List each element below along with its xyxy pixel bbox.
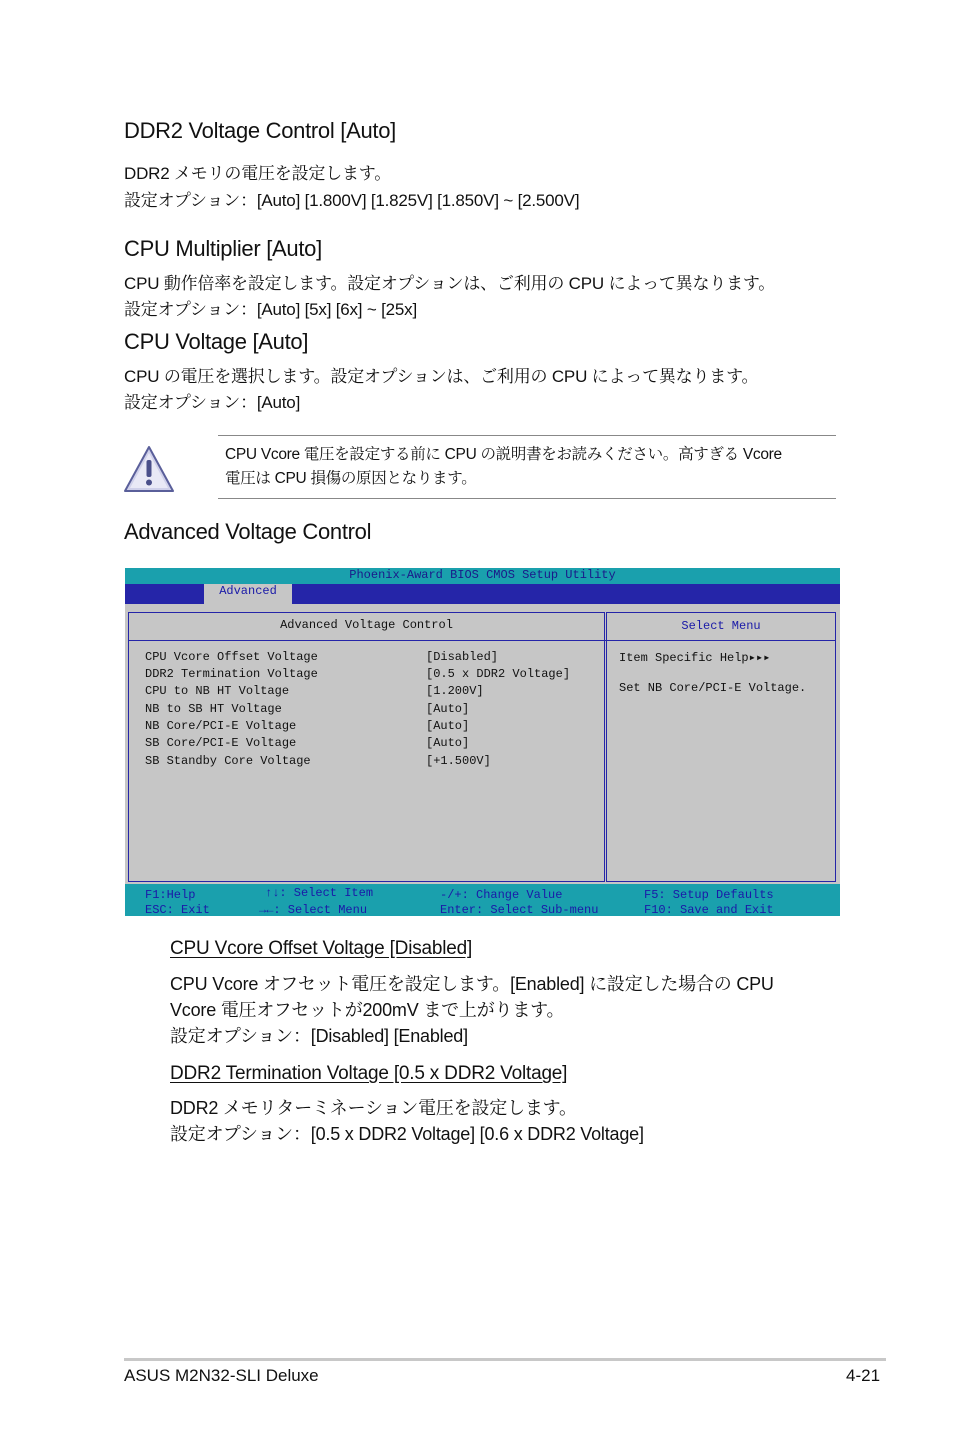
bios-item-ddr2-termination[interactable] [145, 667, 571, 684]
vcore-offset-desc-1: CPU Vcore オフセット電圧を設定します。[Enabled] に設定した場合の CPU [170, 974, 774, 994]
bios-item-label: DDR2 Termination Voltage [145, 667, 318, 681]
key-setup-defaults: F5: Setup Defaults [644, 888, 774, 902]
bios-screen [125, 568, 840, 916]
caution-top-rule [218, 435, 836, 436]
advanced-voltage-heading: Advanced Voltage Control [124, 519, 372, 544]
bios-item-value: [Auto] [426, 736, 470, 750]
caution-text [225, 443, 830, 491]
ddr2-termination-heading: DDR2 Termination Voltage [0.5 x DDR2 Voltage] [170, 1063, 568, 1084]
bios-item-value: [+1.500V] [426, 754, 491, 768]
key-save-exit: F10: Save and Exit [644, 903, 774, 917]
bios-item-cpu-nb-ht[interactable] [145, 684, 484, 701]
cpu-multiplier-desc: CPU 動作倍率を設定します。設定オプションは、ご利用の CPU によって異なります。 [124, 274, 776, 293]
bios-item-cpu-vcore-offset[interactable] [145, 650, 499, 667]
bios-item-label: SB Core/PCI-E Voltage [145, 736, 297, 750]
bios-item-value: [0.5 x DDR2 Voltage] [426, 667, 571, 681]
bios-help-description: Set NB Core/PCI-E Voltage. [619, 681, 807, 695]
vcore-offset-options: 設定オプション：[Disabled] [Enabled] [170, 1026, 468, 1046]
bios-item-value: [Auto] [426, 719, 470, 733]
bios-item-label: CPU Vcore Offset Voltage [145, 650, 318, 664]
bios-panel-divider [129, 640, 835, 641]
bios-item-label: NB to SB HT Voltage [145, 702, 282, 716]
key-select-item: ↑↓: Select Item [265, 886, 374, 900]
ddr2-termination-desc: DDR2 メモリターミネーション電圧を設定します。 [170, 1098, 577, 1118]
warning-icon [122, 443, 176, 495]
bios-help-title: Select Menu [681, 619, 761, 633]
ddr2-voltage-desc: DDR2 メモリの電圧を設定します。 [124, 164, 392, 183]
bios-help-heading: Item Specific Help▸▸▸ [619, 651, 771, 665]
cpu-multiplier-heading: CPU Multiplier [Auto] [124, 236, 322, 261]
ddr2-termination-options: 設定オプション：[0.5 x DDR2 Voltage] [0.6 x DDR2 Voltage] [170, 1124, 644, 1144]
bios-utility-title: Phoenix-Award BIOS CMOS Setup Utility [125, 568, 840, 584]
bios-item-label: SB Standby Core Voltage [145, 754, 311, 768]
vcore-offset-heading: CPU Vcore Offset Voltage [Disabled] [170, 938, 473, 959]
key-f1-help: F1:Help [145, 888, 196, 902]
key-change-value: -/+: Change Value [440, 888, 563, 902]
bios-item-sb-core[interactable] [145, 736, 470, 753]
footer-rule [124, 1358, 886, 1361]
caution-bottom-rule [218, 498, 836, 499]
ddr2-voltage-options: 設定オプション：[Auto] [1.800V] [1.825V] [1.850V] ~ [2.500V] [124, 191, 580, 210]
bios-item-label: NB Core/PCI-E Voltage [145, 719, 297, 733]
bios-item-sb-standby[interactable] [145, 754, 491, 771]
bios-item-nb-core[interactable] [145, 719, 470, 736]
footer-page-number: 4-21 [846, 1366, 881, 1385]
bios-tab-advanced[interactable]: Advanced [204, 584, 292, 604]
bios-key-legend [125, 884, 840, 916]
key-select-submenu: Enter: Select Sub-menu [440, 903, 599, 917]
caution-line-2: 電圧は CPU 損傷の原因となります。 [225, 470, 477, 487]
cpu-voltage-heading: CPU Voltage [Auto] [124, 329, 309, 354]
bios-item-label: CPU to NB HT Voltage [145, 684, 290, 698]
caution-line-1: CPU Vcore 電圧を設定する前に CPU の説明書をお読みください。高すぎる Vcore [225, 446, 782, 463]
key-esc-exit: ESC: Exit [145, 903, 210, 917]
ddr2-voltage-heading: DDR2 Voltage Control [Auto] [124, 118, 396, 143]
vcore-offset-desc-2: Vcore 電圧オフセットが200mV まで上がります。 [170, 1000, 565, 1020]
bios-item-nb-sb-ht[interactable] [145, 702, 470, 719]
key-select-menu: →←: Select Menu [259, 903, 368, 917]
bios-item-value: [1.200V] [426, 684, 484, 698]
cpu-voltage-desc: CPU の電圧を選択します。設定オプションは、ご利用の CPU によって異なります。 [124, 367, 759, 386]
cpu-voltage-options: 設定オプション：[Auto] [124, 393, 301, 412]
cpu-multiplier-options: 設定オプション：[Auto] [5x] [6x] ~ [25x] [124, 300, 417, 319]
bios-item-value: [Disabled] [426, 650, 499, 664]
footer-product-name: ASUS M2N32-SLI Deluxe [124, 1366, 319, 1385]
bios-panel-title: Advanced Voltage Control [280, 618, 453, 632]
bios-item-value: [Auto] [426, 702, 470, 716]
